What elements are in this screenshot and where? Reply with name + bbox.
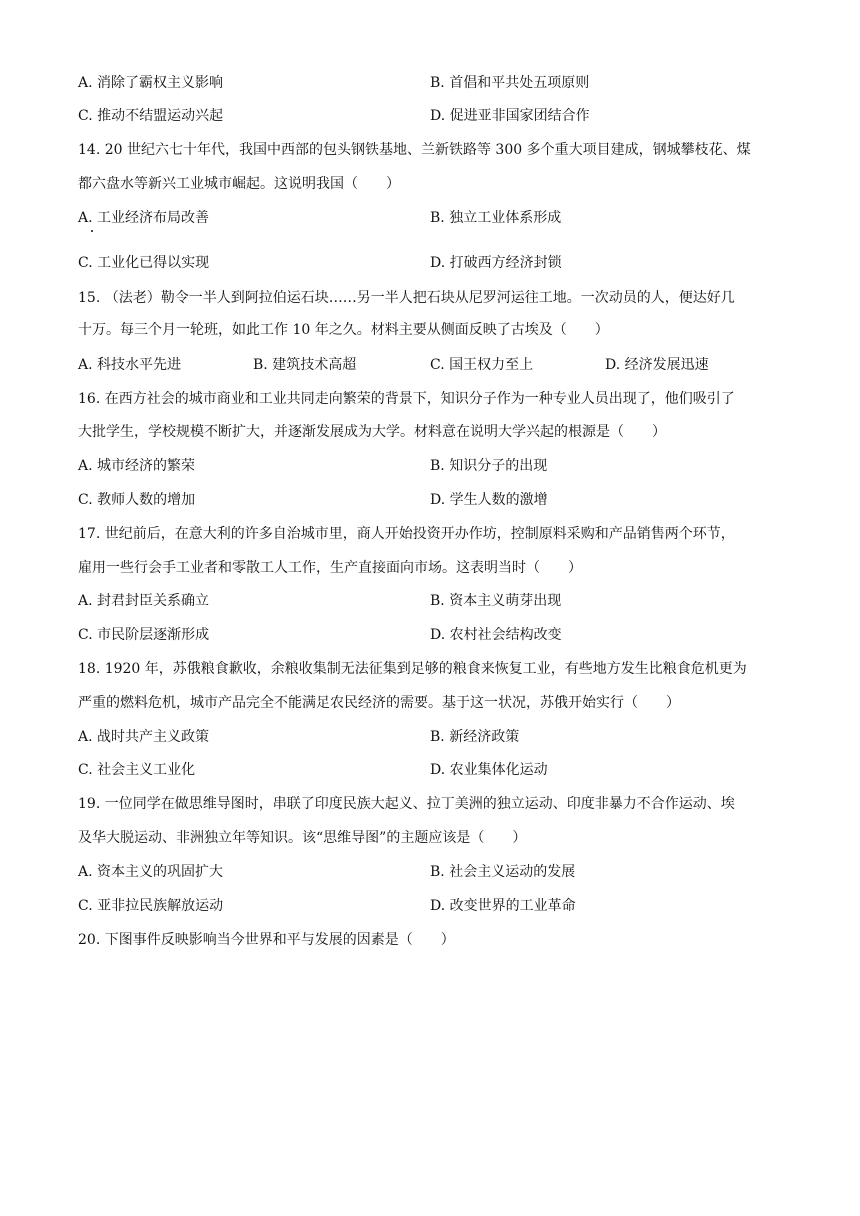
q14-option-a: A. 工业经济布局改善 xyxy=(78,210,210,226)
q18-stem-line2: 严重的燃料危机，城市产品完全不能满足农民经济的需要。基于这一状况，苏俄开始实行（ ） xyxy=(78,695,680,711)
q15-stem-line2: 十万。每三个月一轮班，如此工作 10 年之久。材料主要从侧面反映了古埃及（ ） xyxy=(78,322,609,338)
q18-option-a: A. 战时共产主义政策 xyxy=(78,729,210,745)
q15-option-b: B. 建筑技术高超 xyxy=(253,357,357,373)
q15-stem-line1: 15. （法老）勒令一半人到阿拉伯运石块……另一半人把石块从尼罗河运往工地。一次动员的人，便达好几 xyxy=(78,290,735,306)
q17-option-c: C. 市民阶层逐渐形成 xyxy=(78,627,210,643)
q19-option-d: D. 改变世界的工业革命 xyxy=(430,898,576,914)
q18-option-b: B. 新经济政策 xyxy=(430,729,520,745)
q19-stem-line2: 及华大脱运动、非洲独立年等知识。该“思维导图”的主题应该是（ ） xyxy=(78,830,527,846)
q16-stem-line2: 大批学生，学校规模不断扩大，并逐渐发展成为大学。材料意在说明大学兴起的根源是（ ） xyxy=(78,424,666,440)
q14-option-b: B. 独立工业体系形成 xyxy=(430,210,562,226)
q18-stem-line1: 18. 1920 年，苏俄粮食歉收，余粮收集制无法征集到足够的粮食来恢复工业，有些地方发生比粮食危机更为 xyxy=(78,661,747,677)
q19-option-c: C. 亚非拉民族解放运动 xyxy=(78,898,224,914)
q14-stem-line2: 都六盘水等新兴工业城市崛起。这说明我国（ ） xyxy=(78,176,400,192)
q16-option-a: A. 城市经济的繁荣 xyxy=(78,458,196,474)
q16-option-b: B. 知识分子的出现 xyxy=(430,458,548,474)
q17-option-a: A. 封君封臣关系确立 xyxy=(78,593,210,609)
q14-option-d: D. 打破西方经济封锁 xyxy=(430,255,562,271)
q15-option-a: A. 科技水平先进 xyxy=(78,357,182,373)
q13-option-a: A. 消除了霸权主义影响 xyxy=(78,75,224,91)
q19-option-a: A. 资本主义的巩固扩大 xyxy=(78,864,224,880)
q18-option-d: D. 农业集体化运动 xyxy=(430,762,548,778)
q16-option-d: D. 学生人数的激增 xyxy=(430,492,548,508)
q19-stem-line1: 19. 一位同学在做思维导图时，串联了印度民族大起义、拉丁美洲的独立运动、印度非暴力不合作运动、埃 xyxy=(78,796,735,812)
q16-option-c: C. 教师人数的增加 xyxy=(78,492,196,508)
q13-option-b: B. 首倡和平共处五项原则 xyxy=(430,75,590,91)
q14-option-c: C. 工业化已得以实现 xyxy=(78,255,210,271)
stray-dot-mark xyxy=(91,230,93,232)
q17-option-b: B. 资本主义萌芽出现 xyxy=(430,593,562,609)
q17-stem-line1: 17. 世纪前后，在意大利的许多自治城市里，商人开始投资开办作坊，控制原料采购和产品销售两个环节， xyxy=(78,526,735,542)
q18-option-c: C. 社会主义工业化 xyxy=(78,762,196,778)
q13-option-c: C. 推动不结盟运动兴起 xyxy=(78,108,224,124)
q20-stem-line1: 20. 下图事件反映影响当今世界和平与发展的因素是（ ） xyxy=(78,932,455,948)
q17-option-d: D. 农村社会结构改变 xyxy=(430,627,562,643)
q13-option-d: D. 促进亚非国家团结合作 xyxy=(430,108,590,124)
q15-option-d: D. 经济发展迅速 xyxy=(605,357,709,373)
q15-option-c: C. 国王权力至上 xyxy=(430,357,534,373)
q16-stem-line1: 16. 在西方社会的城市商业和工业共同走向繁荣的背景下，知识分子作为一种专业人员出现了，他们吸引了 xyxy=(78,391,735,407)
q17-stem-line2: 雇用一些行会手工业者和零散工人工作，生产直接面向市场。这表明当时（ ） xyxy=(78,560,582,576)
q19-option-b: B. 社会主义运动的发展 xyxy=(430,864,576,880)
q14-stem-line1: 14. 20 世纪六七十年代，我国中西部的包头钢铁基地、兰新铁路等 300 多个重大项目建成，钢城攀枝花、煤 xyxy=(78,142,751,158)
